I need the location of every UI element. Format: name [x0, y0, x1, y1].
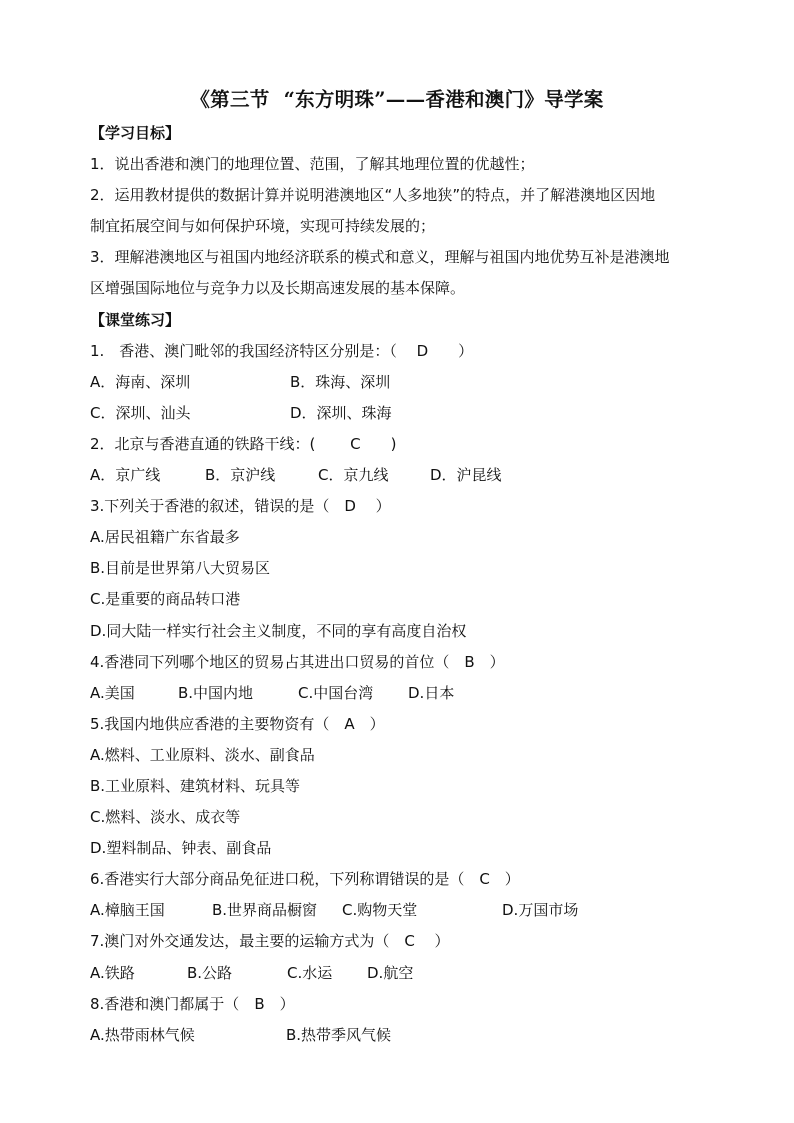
objective-line-1: 1．说出香港和澳门的地理位置、范围，了解其地理位置的优越性； [90, 155, 535, 174]
question-3-option-b: B.目前是世界第八大贸易区 [90, 559, 271, 578]
question-3-option-d: D.同大陆一样实行社会主义制度，不同的享有高度自治权 [90, 621, 467, 640]
question-1-options-row-1 [90, 367, 710, 398]
question-3-stem: 3.下列关于香港的叙述，错误的是（ D ） [90, 497, 391, 516]
question-8-stem: 8.香港和澳门都属于（ B ） [90, 994, 295, 1013]
question-3-option-c: C.是重要的商品转口港 [90, 590, 241, 609]
question-7-option-d: D.航空 [367, 963, 414, 982]
question-6-options [90, 895, 710, 926]
question-8-option-b: B.热带季风气候 [286, 1025, 392, 1044]
question-2-option-d: D．沪昆线 [430, 466, 502, 485]
question-4-option-c: C.中国台湾 [298, 683, 374, 702]
question-1-stem: 1. 香港、澳门毗邻的我国经济特区分别是：（ D ） [90, 341, 474, 360]
question-8-options-row-1 [90, 1020, 710, 1051]
question-6-stem: 6.香港实行大部分商品免征进口税，下列称谓错误的是（ C ） [90, 870, 520, 889]
question-1-options-row-2 [90, 398, 710, 429]
objectives-heading: 【学习目标】 [90, 124, 181, 142]
question-2-stem: 2．北京与香港直通的铁路干线：( C ) [90, 434, 397, 453]
document-body [90, 118, 710, 1051]
question-5-option-a: A.燃料、工业原料、淡水、副食品 [90, 745, 315, 764]
question-3-option-a: A.居民祖籍广东省最多 [90, 528, 240, 547]
question-1-option-c: C．深圳、汕头 [90, 403, 191, 422]
question-7-option-c: C.水运 [287, 963, 333, 982]
question-2-option-c: C．京九线 [318, 466, 389, 485]
question-6-option-a: A.樟脑王国 [90, 901, 165, 920]
title-part-1: 《第三节 [190, 88, 270, 111]
question-5-option-c: C.燃料、淡水、成衣等 [90, 808, 241, 827]
question-1-option-d: D．深圳、珠海 [290, 403, 392, 422]
question-2-option-b: B．京沪线 [205, 466, 276, 485]
objective-line-4: 3．理解港澳地区与祖国内地经济联系的模式和意义，理解与祖国内地优势互补是港澳地 [90, 248, 670, 267]
question-6-option-d: D.万国市场 [502, 901, 579, 920]
question-1-option-a: A．海南、深圳 [90, 372, 191, 391]
objective-line-2: 2．运用教材提供的数据计算并说明港澳地区“人多地狭”的特点，并了解港澳地区因地 [90, 186, 656, 205]
question-8-option-a: A.热带雨林气候 [90, 1025, 195, 1044]
question-4-option-a: A.美国 [90, 683, 135, 702]
question-6-option-b: B.世界商品橱窗 [212, 901, 318, 920]
question-5-option-d: D.塑料制品、钟表、副食品 [90, 839, 272, 858]
objective-line-3: 制宜拓展空间与如何保护环境，实现可持续发展的； [90, 217, 436, 236]
page-title [0, 86, 794, 114]
question-2-option-a: A．京广线 [90, 466, 161, 485]
question-4-options [90, 678, 710, 709]
title-part-2: “东方明珠”——香港和澳门》导学案 [283, 88, 604, 111]
question-4-option-d: D.日本 [408, 683, 455, 702]
question-6-option-c: C.购物天堂 [342, 901, 418, 920]
question-7-option-a: A.铁路 [90, 963, 135, 982]
question-5-stem: 5.我国内地供应香港的主要物资有（ A ） [90, 714, 385, 733]
objective-line-5: 区增强国际地位与竞争力以及长期高速发展的基本保障。 [90, 279, 466, 298]
question-5-option-b: B.工业原料、建筑材料、玩具等 [90, 776, 301, 795]
question-2-options [90, 460, 710, 491]
question-7-options [90, 958, 710, 989]
question-4-stem: 4.香港同下列哪个地区的贸易占其进出口贸易的首位（ B ） [90, 652, 505, 671]
question-7-option-b: B.公路 [187, 963, 233, 982]
question-1-option-b: B．珠海、深圳 [290, 372, 391, 391]
practice-heading: 【课堂练习】 [90, 310, 181, 329]
question-7-stem: 7.澳门对外交通发达，最主要的运输方式为（ C ） [90, 932, 450, 951]
question-4-option-b: B.中国内地 [178, 683, 254, 702]
